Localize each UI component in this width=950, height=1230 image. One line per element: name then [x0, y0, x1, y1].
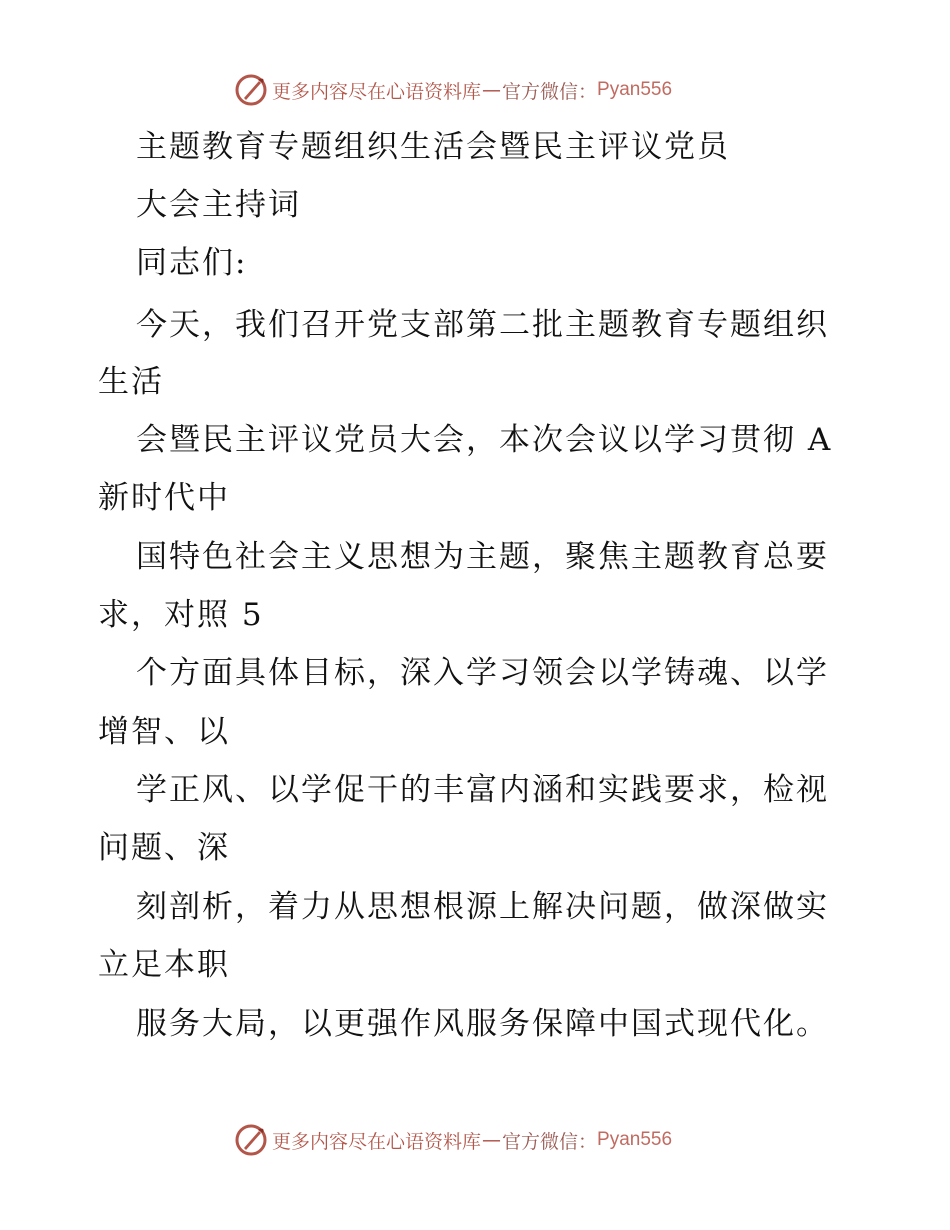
doc-line: 学正风、以学促干的丰富内涵和实践要求，检视 — [136, 772, 829, 808]
watermark-wechat-label: 官方微信： — [502, 80, 598, 103]
doc-title-line-1: 主题教育专题组织生活会暨民主评议党员 — [136, 129, 730, 165]
doc-line: 立足本职 — [98, 947, 230, 983]
doc-title-line-2: 大会主持词 — [136, 187, 301, 223]
doc-line: 国特色社会主义思想为主题，聚焦主题教育总要 — [136, 539, 829, 575]
doc-salutation: 同志们: — [136, 245, 248, 281]
doc-line: 会暨民主评议党员大会，本次会议以学习贯彻 A — [136, 422, 833, 458]
watermark-separator: — — [482, 1129, 502, 1151]
doc-line: 新时代中 — [98, 480, 230, 516]
doc-line: 问题、深 — [98, 830, 230, 866]
doc-line: 求，对照 5 — [98, 597, 264, 633]
doc-line: 生活 — [98, 364, 164, 400]
doc-line: 刻剖析，着力从思想根源上解决问题，做深做实 — [136, 889, 829, 925]
doc-line: 今天，我们召开党支部第二批主题教育专题组织 — [136, 307, 829, 343]
watermark-text: 更多内容尽在心语资料库 — [272, 80, 482, 103]
watermark-separator: — — [482, 79, 502, 101]
watermark-wechat-id: Pyan556 — [597, 1129, 673, 1150]
watermark-text: 更多内容尽在心语资料库 — [272, 1130, 482, 1153]
doc-line: 个方面具体目标，深入学习领会以学铸魂、以学 — [136, 655, 829, 691]
watermark-wechat-id: Pyan556 — [597, 79, 673, 100]
quill-logo-icon — [234, 73, 268, 107]
watermark-header — [234, 73, 672, 107]
watermark-wechat-label: 官方微信： — [502, 1130, 598, 1153]
doc-line: 服务大局，以更强作风服务保障中国式现代化。 — [136, 1006, 829, 1042]
quill-logo-icon — [234, 1123, 268, 1157]
doc-line: 增智、以 — [98, 714, 230, 750]
watermark-footer — [234, 1123, 672, 1157]
